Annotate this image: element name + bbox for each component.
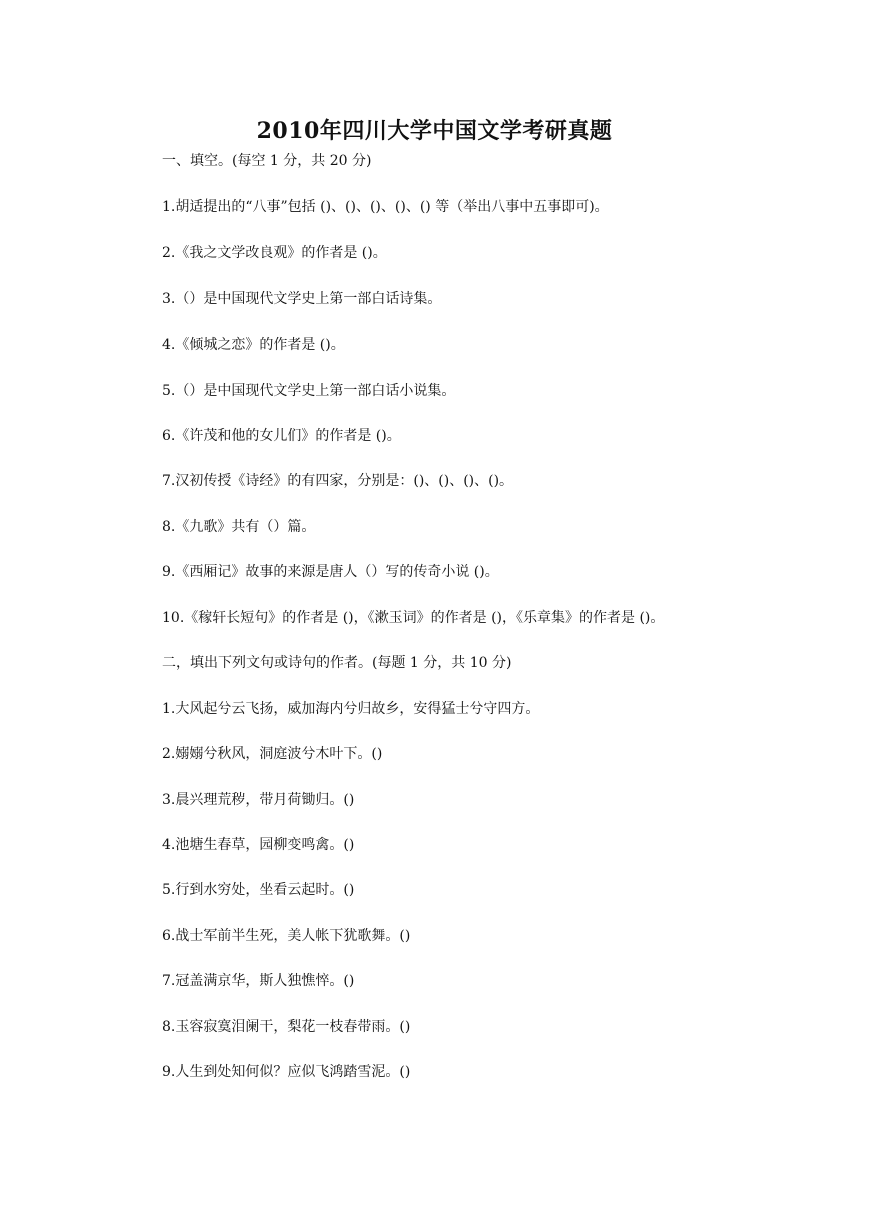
section1-heading: 一、填空。(每空 1 分，共 20 分) — [162, 153, 372, 169]
section1-item-2: 2.《我之文学改良观》的作者是 ()。 — [162, 245, 387, 261]
section2-item-4: 4.池塘生春草，园柳变鸣禽。() — [162, 837, 355, 853]
section2-item-3: 3.晨兴理荒秽，带月荷锄归。() — [162, 792, 355, 808]
section2-item-6: 6.战士军前半生死，美人帐下犹歌舞。() — [162, 928, 411, 944]
section1-item-9: 9.《西厢记》故事的来源是唐人（）写的传奇小说 ()。 — [162, 564, 499, 580]
section2-item-1: 1.大风起兮云飞扬，威加海内兮归故乡，安得猛士兮守四方。 — [162, 701, 540, 717]
section1-item-3: 3.（）是中国现代文学史上第一部白话诗集。 — [162, 291, 442, 307]
section2-item-5: 5.行到水穷处，坐看云起时。() — [162, 882, 355, 898]
section1-item-1: 1.胡适提出的“八事”包括 ()、()、()、()、() 等（举出八事中五事即可)。 — [162, 199, 609, 215]
section2-heading: 二，填出下列文句或诗句的作者。(每题 1 分，共 10 分) — [162, 655, 512, 671]
section1-item-5: 5.（）是中国现代文学史上第一部白话小说集。 — [162, 383, 456, 399]
document-title: 2010年四川大学中国文学考研真题 — [256, 118, 613, 144]
section2-item-2: 2.嫋嫋兮秋风，洞庭波兮木叶下。() — [162, 746, 383, 762]
section1-item-7: 7.汉初传授《诗经》的有四家，分别是：()、()、()、()。 — [162, 473, 514, 489]
section2-item-8: 8.玉容寂寞泪阑干，梨花一枝春带雨。() — [162, 1019, 411, 1035]
section2-item-7: 7.冠盖满京华，斯人独憔悴。() — [162, 973, 355, 989]
section1-item-4: 4.《倾城之恋》的作者是 ()。 — [162, 337, 345, 353]
section2-item-9: 9.人生到处知何似？应似飞鸿踏雪泥。() — [162, 1064, 411, 1080]
section1-item-6: 6.《许茂和他的女儿们》的作者是 ()。 — [162, 428, 401, 444]
section1-item-10: 10.《稼轩长短句》的作者是 ()，《漱玉词》的作者是 ()，《乐章集》的作者是 ()。 — [162, 610, 665, 626]
section1-item-8: 8.《九歌》共有（）篇。 — [162, 519, 316, 535]
